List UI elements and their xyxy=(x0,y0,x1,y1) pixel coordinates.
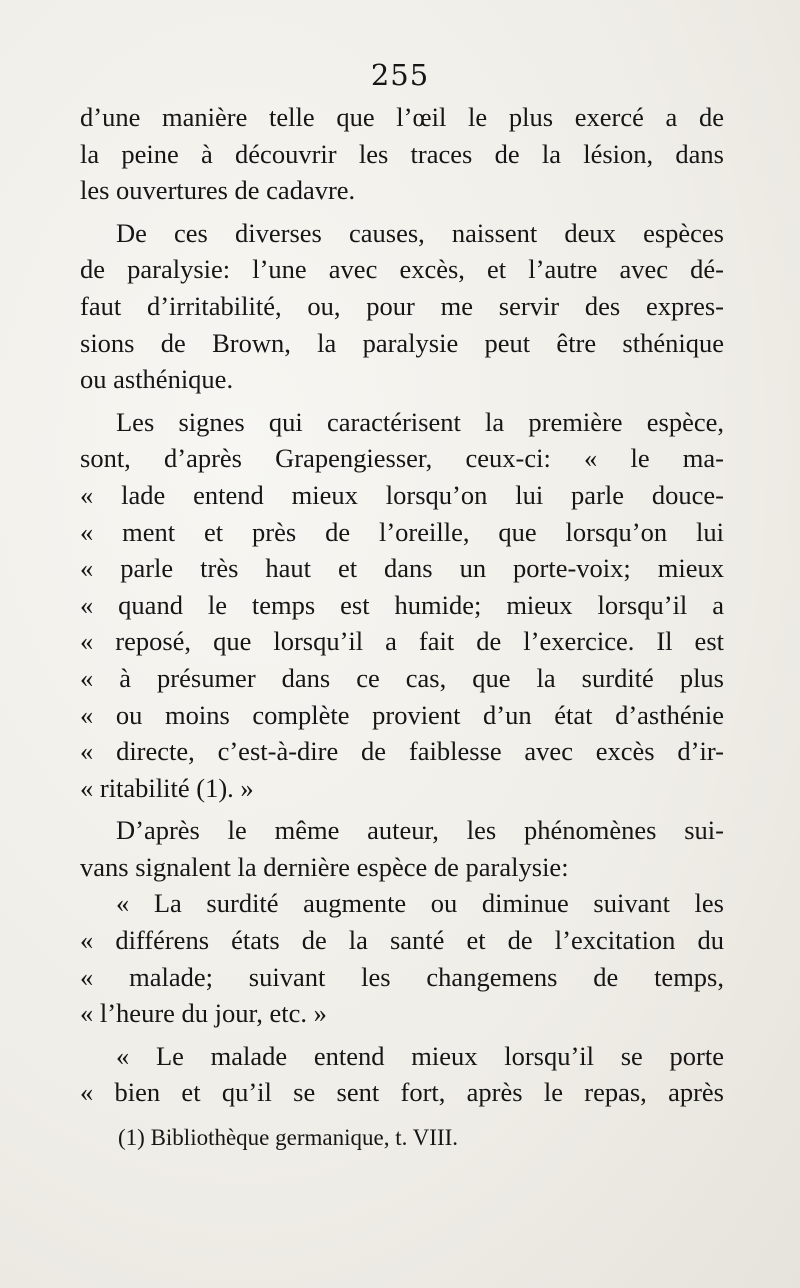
text-line: sont, d’après Grapengiesser, ceux-ci: « le ma- xyxy=(80,443,724,474)
text-line: « bien et qu’il se sent fort, après le repas, après xyxy=(80,1077,724,1108)
text-line: de paralysie: l’une avec excès, et l’autre avec dé- xyxy=(80,254,724,285)
text-line: De ces diverses causes, naissent deux espèces xyxy=(116,217,724,248)
text-line: « directe, c’est-à-dire de faiblesse avec excès d’ir- xyxy=(80,736,724,767)
text-line: vans signalent la dernière espèce de paralysie: xyxy=(80,851,569,882)
text-line: D’après le même auteur, les phénomènes sui- xyxy=(116,815,724,846)
text-line: « lade entend mieux lorsqu’on lui parle douce- xyxy=(80,479,724,510)
footnote: (1) Bibliothèque germanique, t. VIII. xyxy=(118,1125,459,1150)
text-line: « parle très haut et dans un porte-voix; mieux xyxy=(80,553,724,584)
text-line: « à présumer dans ce cas, que la surdité plus xyxy=(80,662,724,693)
text-line: « malade; suivant les changemens de temps, xyxy=(80,961,724,992)
text-line: « quand le temps est humide; mieux lorsqu’il a xyxy=(80,589,724,620)
text-line: ou asthénique. xyxy=(80,364,234,395)
text-line: « ment et près de l’oreille, que lorsqu’on lui xyxy=(80,516,724,547)
text-line: « reposé, que lorsqu’il a fait de l’exercice. Il est xyxy=(80,626,724,657)
text-line: « La surdité augmente ou diminue suivant les xyxy=(116,888,724,919)
text-line: « l’heure du jour, etc. » xyxy=(80,998,327,1029)
text-line: la peine à découvrir les traces de la lésion, dans xyxy=(80,138,724,169)
text-line: faut d’irritabilité, ou, pour me servir des expres- xyxy=(80,290,724,321)
text-line: « ritabilité (1). » xyxy=(80,772,254,803)
page-number: 255 xyxy=(370,58,430,92)
text-line: « différens états de la santé et de l’excitation du xyxy=(80,925,724,956)
text-line: sions de Brown, la paralysie peut être sthénique xyxy=(80,327,724,358)
text-line: « Le malade entend mieux lorsqu’il se porte xyxy=(116,1040,724,1071)
text-line: Les signes qui caractérisent la première espèce, xyxy=(116,406,724,437)
body-text xyxy=(80,99,724,1111)
text-line: d’une manière telle que l’œil le plus exercé a de xyxy=(80,102,724,132)
text-line: les ouvertures de cadavre. xyxy=(80,175,356,206)
text-line: « ou moins complète provient d’un état d’asthénie xyxy=(80,699,724,730)
